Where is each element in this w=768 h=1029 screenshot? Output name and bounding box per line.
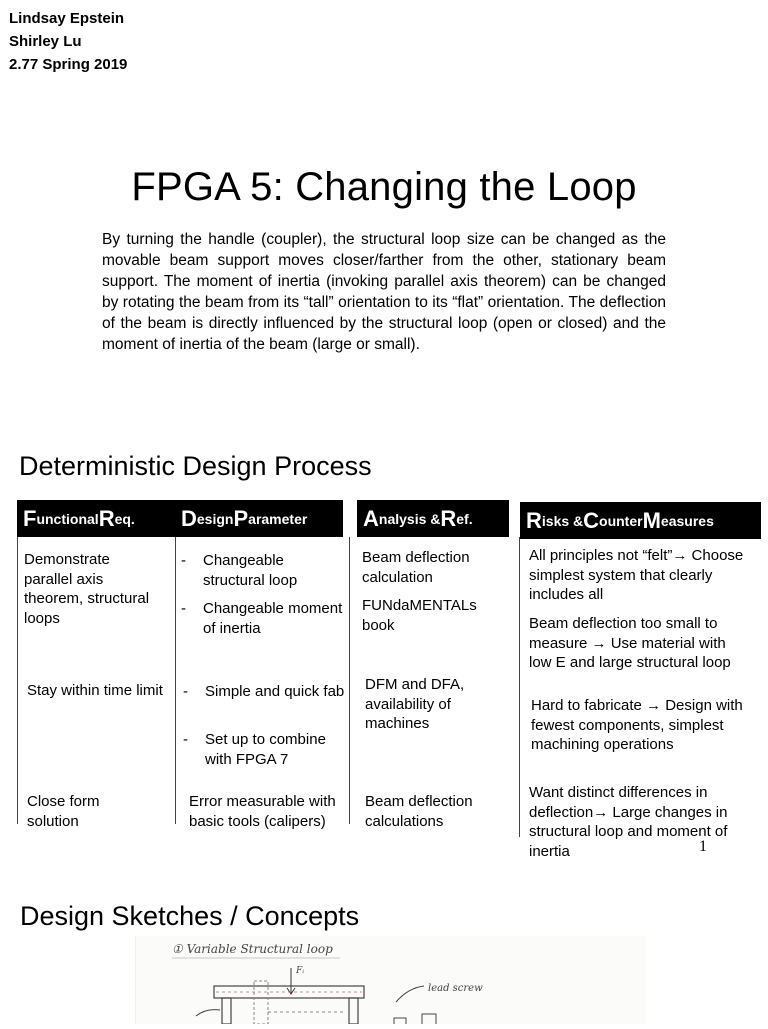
functional-req-3: Close form solution <box>27 793 100 830</box>
section-heading-design-sketches: Design Sketches / Concepts <box>20 901 360 931</box>
sketch-right-support <box>349 998 358 1024</box>
header-cap: P <box>233 505 249 531</box>
header-cap: A <box>363 505 379 531</box>
design-sketch <box>135 936 646 1024</box>
intro-paragraph: By turning the handle (coupler), the structural loop size can be changed as the movable beam support moves closer/farther from the other, stationary beam support. The moment of inertia (invoking parallel axis theorem) can be changed by rotating the beam from its “tall” orientation to its “flat” orientation. The deflection of the beam is directly influenced by the structural loop (open or closed) and the moment of inertia of the beam (large or small). <box>102 231 666 353</box>
sketch-movable-support <box>254 981 268 1024</box>
author-block <box>9 7 127 76</box>
functional-req-1: Demonstrate parallel axis theorem, structural loops <box>24 551 150 627</box>
design-param-2: - Changeable moment of inertia <box>181 599 353 638</box>
header-text: easures <box>660 512 714 529</box>
page-title: FPGA 5: Changing the Loop <box>131 165 637 209</box>
header-cap: R <box>440 505 457 531</box>
risk-measure-2: Beam deflection too small to measure → Use material with low E and large structural loop <box>529 615 731 671</box>
header-text: eq. <box>114 510 135 527</box>
functional-req-2: Stay within time limit <box>27 682 163 699</box>
header-cap: D <box>181 505 197 531</box>
design-param-3: - Simple and quick fab <box>183 682 355 702</box>
sketch-left-support <box>222 998 231 1024</box>
author-name-2: Shirley Lu <box>9 33 82 50</box>
header-cap: R <box>526 507 542 533</box>
risk-measure-3: Hard to fabricate → Design with fewest components, simplest machining operations <box>531 697 743 753</box>
header-text: nalysis & <box>378 510 441 527</box>
sketch-force-label: Fᵢ <box>296 966 305 976</box>
header-text: isks & <box>541 512 584 529</box>
design-param-1: - Changeable structural loop <box>181 551 343 590</box>
header-cap: R <box>98 505 115 531</box>
sketch-pointer-arrow <box>196 1010 220 1016</box>
column-divider <box>349 537 350 824</box>
page-number: 1 <box>699 838 707 855</box>
risk-measure-4: Want distinct differences in deflection→ Large changes in structural loop and moment of inertia <box>529 784 728 860</box>
header-text: unctional <box>36 510 99 527</box>
column-divider <box>175 537 176 824</box>
risk-measure-1: All principles not “felt”→ Choose simplest system that clearly includes all <box>529 547 744 603</box>
analysis-ref-1: Beam deflection calculation <box>362 549 470 586</box>
sketch-part <box>422 1014 436 1024</box>
header-risks-counter-measures <box>520 502 761 539</box>
course-term: 2.77 Spring 2019 <box>9 56 128 73</box>
header-cap: M <box>642 507 661 533</box>
column-divider <box>519 537 520 837</box>
analysis-ref-2: FUNdaMENTALs book <box>362 597 477 634</box>
header-cap: C <box>583 507 600 533</box>
lead-screw-pointer <box>396 986 424 1002</box>
header-text: ef. <box>456 510 473 527</box>
analysis-ref-3: DFM and DFA, availability of machines <box>365 676 465 732</box>
sketch-part <box>394 1018 406 1024</box>
lead-screw-label: lead screw <box>428 983 483 994</box>
header-text: arameter <box>248 510 308 527</box>
sketch-title: ① Variable Structural loop <box>172 942 333 956</box>
header-analysis-ref <box>357 500 509 537</box>
header-text: esign <box>196 510 234 527</box>
header-functional-req <box>17 500 175 537</box>
design-param-5: Error measurable with basic tools (calipers) <box>189 793 336 830</box>
design-param-4: - Set up to combine with FPGA 7 <box>183 730 355 769</box>
header-text: ounter <box>599 512 643 529</box>
author-name-1: Lindsay Epstein <box>9 10 125 27</box>
analysis-ref-4: Beam deflection calculations <box>365 793 473 830</box>
section-heading-deterministic-design: Deterministic Design Process <box>19 451 372 481</box>
column-divider <box>17 537 18 824</box>
header-design-parameter <box>175 500 343 537</box>
header-cap: F <box>23 505 37 531</box>
sketch-drawing <box>136 936 646 1024</box>
